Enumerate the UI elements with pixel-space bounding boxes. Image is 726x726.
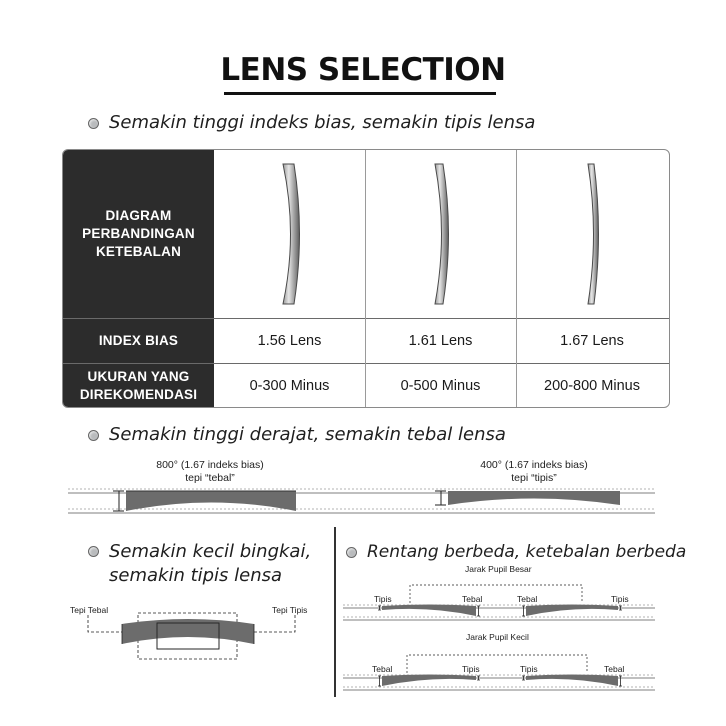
frame-right-label: Tepi Tipis bbox=[272, 605, 308, 615]
row-header-diagram-l2: PERBANDINGAN bbox=[82, 226, 195, 241]
row-header-ukuran bbox=[63, 363, 214, 408]
cell-range-156: 0-300 Minus bbox=[249, 378, 330, 394]
page-title: LENS SELECTION bbox=[220, 52, 506, 88]
row-header-index: INDEX BIAS bbox=[98, 332, 179, 348]
bullet-frame bbox=[88, 540, 311, 588]
degree-diagram bbox=[0, 480, 726, 520]
row-header-ukuran-l2: DIREKOMENDASI bbox=[79, 387, 198, 402]
bullet-dot-icon bbox=[88, 546, 99, 557]
degree-left-l1: 800° (1.67 indeks bias) bbox=[156, 459, 264, 471]
row-header-diagram-l1: DIAGRAM bbox=[105, 208, 172, 223]
pupil-bottom-label: Tebal bbox=[372, 664, 393, 674]
frame-left-label: Tepi Tebal bbox=[70, 605, 109, 615]
bullet-dot-icon bbox=[88, 430, 99, 441]
bullet-degree bbox=[88, 423, 506, 447]
bullet-range bbox=[346, 540, 686, 564]
row-header-diagram bbox=[63, 150, 214, 318]
section-divider bbox=[334, 527, 336, 697]
bullet-text: Semakin tinggi indeks bias, semakin tipis lensa bbox=[109, 112, 536, 133]
bullet-text-l2: semakin tipis lensa bbox=[109, 565, 283, 586]
pupil-top-title: Jarak Pupil Besar bbox=[465, 564, 532, 574]
bullet-text: Rentang berbeda, ketebalan berbeda bbox=[367, 542, 687, 562]
row-header-ukuran-l1: UKURAN YANG bbox=[87, 369, 190, 384]
title-underline bbox=[224, 92, 496, 95]
lens-167-icon bbox=[582, 162, 602, 306]
pupil-bottom-title: Jarak Pupil Kecil bbox=[466, 632, 529, 642]
pupil-bottom-label: Tipis bbox=[520, 664, 538, 674]
pupil-top-label: Tebal bbox=[462, 594, 483, 604]
bullet-text-l1: Semakin kecil bingkai, bbox=[109, 541, 312, 562]
bullet-text: Semakin tinggi derajat, semakin tebal lensa bbox=[109, 424, 506, 445]
bullet-index bbox=[88, 111, 535, 135]
comparison-table bbox=[62, 149, 670, 408]
pupil-top-label: Tipis bbox=[374, 594, 392, 604]
degree-left-l2: tepi “tebal” bbox=[185, 472, 235, 484]
bullet-dot-icon bbox=[88, 118, 99, 129]
cell-index-161: 1.61 Lens bbox=[408, 332, 473, 349]
lens-161-icon bbox=[428, 162, 452, 306]
pupil-top-label: Tebal bbox=[517, 594, 538, 604]
cell-range-167: 200-800 Minus bbox=[544, 378, 640, 394]
row-header-diagram-l3: KETEBALAN bbox=[95, 244, 182, 259]
bullet-text bbox=[109, 540, 311, 588]
frame-diagram bbox=[0, 600, 334, 670]
cell-range-161: 0-500 Minus bbox=[400, 378, 481, 394]
cell-index-156: 1.56 Lens bbox=[257, 332, 322, 349]
pupil-bottom-label: Tebal bbox=[604, 664, 625, 674]
bullet-dot-icon bbox=[346, 547, 357, 558]
degree-right-l1: 400° (1.67 indeks bias) bbox=[480, 459, 588, 471]
cell-index-167: 1.67 Lens bbox=[560, 332, 624, 349]
pupil-diagram bbox=[340, 570, 660, 700]
degree-right-l2: tepi “tipis” bbox=[511, 472, 557, 484]
pupil-top-label: Tipis bbox=[611, 594, 629, 604]
lens-156-icon bbox=[275, 162, 303, 306]
pupil-bottom-label: Tipis bbox=[462, 664, 480, 674]
